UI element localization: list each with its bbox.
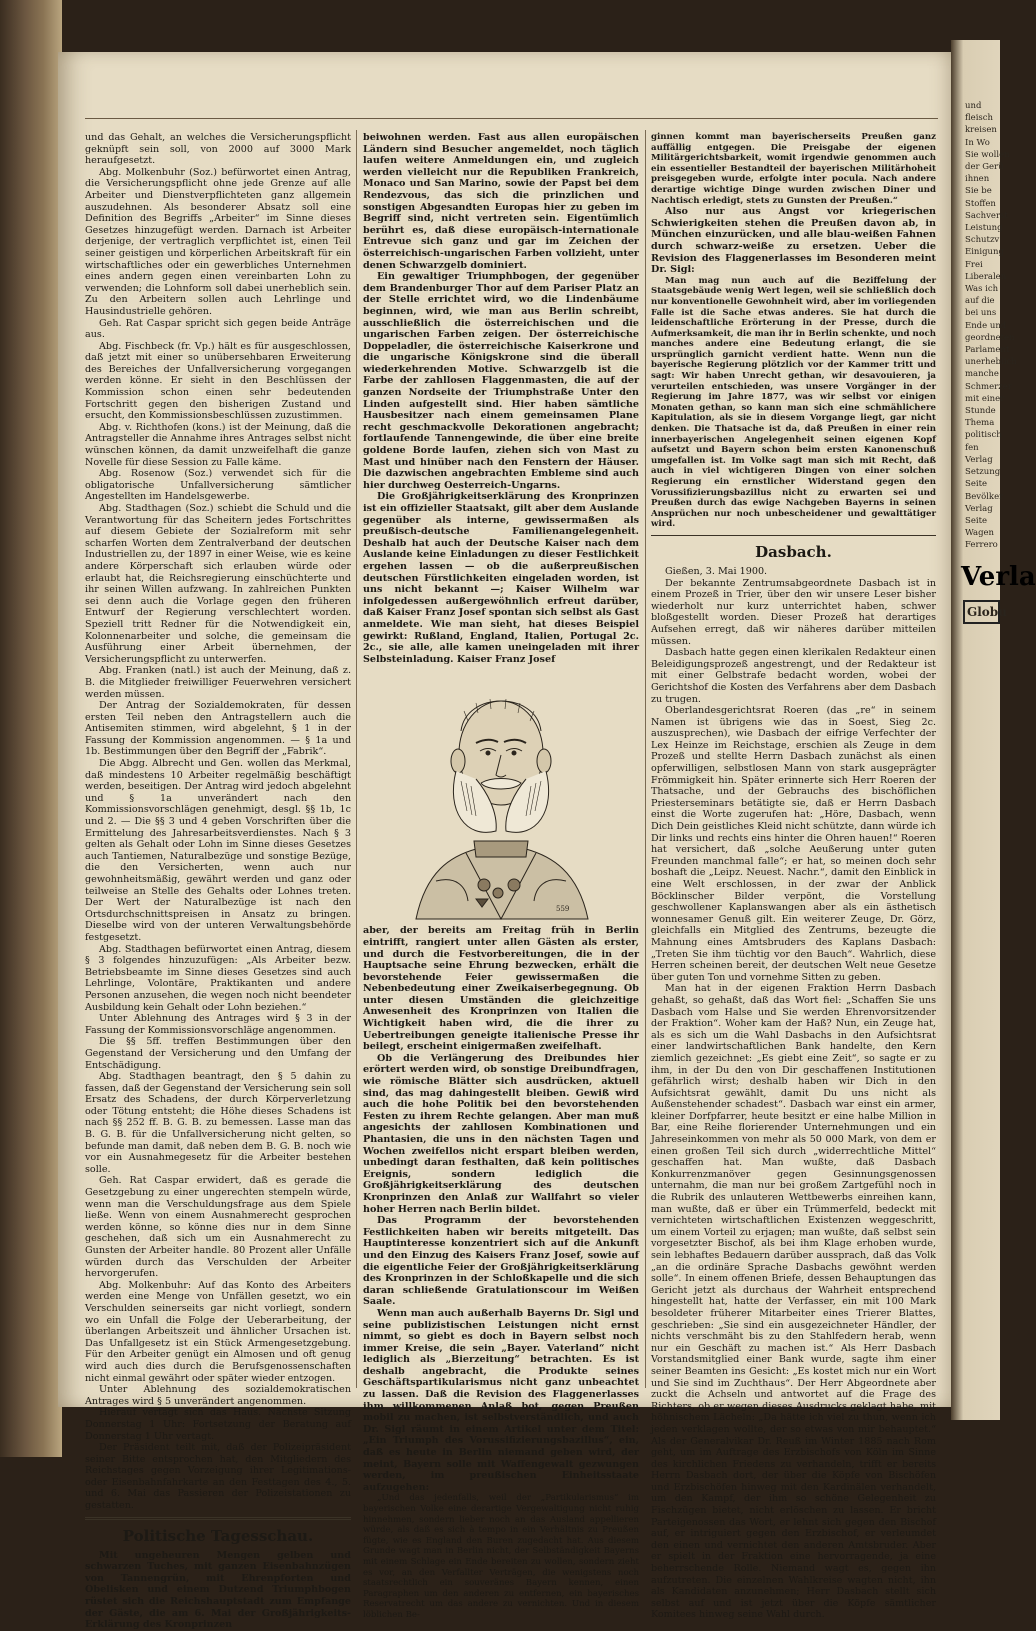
page-fragment: manche xyxy=(965,369,999,380)
article-paragraph: Die §§ 5ff. treffen Bestimmungen über den Gegenstand der Versicherung und den Umfang der Entschädigung. xyxy=(85,1036,351,1071)
page-fragment: Ferrero xyxy=(965,540,998,551)
page-fragment: Seite xyxy=(965,515,988,526)
article-paragraph: Abg. Rosenow (Soz.) verwendet sich für die obligatorische Unfallversicherung sämtlicher Angestellten im Handelsgewerbe. xyxy=(85,468,351,503)
page-fragment: Schmerzer xyxy=(965,381,1012,392)
section-rule xyxy=(85,1517,351,1520)
page-fragment: Sie be xyxy=(965,186,992,197)
article-paragraph: aber, der bereits am Freitag früh in Berlin eintrifft, rangiert unter allen Gästen als erster, und durch die Festvorbereitungen, die in der Hauptsache seine Ehrung bezwecken, erhält die bevorstehende Feier gewissermaßen die Nebenbedeutung einer Zweikaiserbegegnung. Ob unter diesen Umständen die gleichzeitige Anwesenheit des Kronprinzen von Italien die Wichtigkeit haben wird, die die ihrer zu Uebertreibungen geneigte italienische Presse ihr beilegt, erscheint einigermaßen zweifelhaft. xyxy=(363,925,639,1053)
page-fragment: Was ich xyxy=(965,284,999,295)
article-paragraph: Ein gewaltiger Triumphbogen, der gegenüber dem Brandenburger Thor auf dem Pariser Platz an der Stelle errichtet wird, wo die Lindenbäume beginnen, wird, wie man aus Berlin schreibt, ausschließlich die österreichischen und die ungarischen Farben zeigen. Der österreichische Doppeladler, die österreichische Kaiserkrone und die ungarische Königskrone sind die überall wiederkehrenden Motive. Schwarzgelb ist die Farbe der zahllosen Flaggenmasten, die auf der ganzen Nordseite der Triumphstraße Unter den Linden aufgestellt sind. Hier haben sämtliche Hausbesitzer nach einem gemeinsamen Plane recht geschmackvolle Dekorationen angebracht; fortlaufende Tannengewinde, die über eine breite goldene Borde laufen, ziehen sich von Mast zu Mast und hinüber nach den Fenstern der Häuser. Die dazwischen angebrachten Embleme sind auch hier durchweg Oesterreich-Ungarns. xyxy=(363,271,639,491)
article-paragraph: Also nur aus Angst vor kriegerischen Schwierigkeiten stehen die Preußen davon ab, in München einzurücken, und alle blau-weißen Fahnen durch schwarz-weiße zu ersetzen. Ueber die Revision des Flaggenerlasses im Besonderen meint Dr. Sigl: xyxy=(651,206,936,276)
article-paragraph: Abg. v. Richthofen (kons.) ist der Meinung, daß die Antragsteller die Annahme ihres Antrages selbst nicht wünschen können, da damit unzweifelhaft die ganze Novelle für diese Session zu Falle käme. xyxy=(85,421,351,468)
article-paragraph: Die Großjährigkeitserklärung des Kronprinzen ist ein offizieller Staatsakt, gilt aber dem Auslande gegenüber als interne, gewissermaßen als preußisch-deutsche Familienangelegenheit. Deshalb hat auch der Deutsche Kaiser nach dem Auslande keine Einladungen zu dieser Festlichkeit ergehen lassen — ob die außerpreußischen deutschen Fürstlichkeiten eingeladen worden, ist uns nicht bekannt —; Kaiser Wilhelm war infolgedessen außergewöhnlich erfreut darüber, daß Kaiser Franz Josef spontan sich selbst als Gast anmeldete. Wie man sieht, hat dieses Beispiel gewirkt: Rußland, England, Italien, Portugal 2c. 2c., sie alle, alle kamen uneingeladen mit ihrer Selbsteinladung. Kaiser Franz Josef xyxy=(363,491,639,665)
page-fragment: Setzung xyxy=(965,467,1001,478)
header-rule xyxy=(85,118,938,119)
article-paragraph: Mit ungeheuren Mengen gelben und schwarzen Tuches, mit ganzen Eisenbahnzügen von Tannengrün, mit Ehrenpforten und Obelisken und einem Dutzend Triumphbogen rüstet sich die Reichshauptstadt zum Empfange der Gäste, die am 6. Mai der Großjährigkeits-Erklärung des Kronprinzen xyxy=(85,1549,351,1631)
next-page-edge xyxy=(951,40,1036,1420)
page-fragment: fleisch xyxy=(965,113,994,124)
page-fragment: politisch xyxy=(965,430,1002,441)
page-fragment: auf die xyxy=(965,296,995,307)
article-paragraph: Ob die Verlängerung des Dreibundes hier erörtert werden wird, ob sonstige Dreibundfragen, wie römische Blätter sich ausdrücken, aktuell sind, das mag dahingestellt bleiben. Gewiß wird auch die hohe Politik bei den bevorstehenden Festen zu ihrem Rechte gelangen. Aber man muß angesichts der zahllosen Kombinationen und Phantasien, die uns in den nächsten Tagen und Wochen zweifellos nicht erspart bleiben werden, unbedingt daran festhalten, daß kein politisches Ereignis, sondern lediglich die Großjährigkeitserklärung des deutschen Kronprinzen den Anlaß zur Wallfahrt so vieler hoher Herren nach Berlin bildet. xyxy=(363,1052,639,1215)
article-paragraph: Abg. Molkenbuhr (Soz.) befürwortet einen Antrag, die Versicherungspflicht ohne jede Grenze auf alle Arbeiter und Dienstverpflichteten ganz allgemein auszudehnen. Als besonderer Absatz soll eine Definition des Begriffs „Arbeiter“ im Sinne dieses Gesetzes hinzugefügt werden. Darnach ist Arbeiter derjenige, der vertraglich verpflichtet ist, einen Teil seiner geistigen und körperlichen Arbeitskraft für ein wirtschaftliches oder ein gewerbliches Unternehmen eines andern gegen einen vereinbarten Lohn zu verwenden; die Lohnform soll dabei unerheblich sein. Zu den Arbeitern sollen auch Lehrlinge und Hausindustrielle gehören. xyxy=(85,166,351,317)
page-fragment: Ende und xyxy=(965,320,1007,331)
quoted-passage: „Und das jedenfalls, weil der „Partikularismus“ im bayerischen Volke eine derartige Vergewaltigung nicht ruhig hinnehmen, sondern lieber noch an das Ausland appellieren würde, als daß es sich à tempo in ein Verhältnis zu Preußen fügte, wie es England den Buren zugedacht hat. Aus diesem Grunde wagt man in Berlin nicht, der Selbständigkeit Bayerns mit einem Schlage ein Ende bereiten zu wollen, sondern zieht es vor, an den Verfallter Verträgen, die wenigstens noch staatsrechtlich ein souveränes Bayern kennen, einen Paragraphen um den anderen zu entfernen, ein bayerisches Reservatrecht um das andere zu vernichten. Und in diesem löblichen Be- xyxy=(363,1493,639,1620)
article-paragraph: Oberlandesgerichtsrat Roeren (das „re“ in seinem Namen ist übrigens wie das in Soest, Sieg 2c. auszusprechen), wie Dasbach der eifrige Verfechter der Lex Heinze im Reichstage, erschien als Zeuge in dem Prozeß und stellte Herrn Dasbach zunächst als einen opferwilligen, selbstlosen Mann von stark ausgeprägter Frömmigkeit hin. Später erinnerte sich Herr Roeren der Thatsache, und der Gebrauchs des bischöflichen Priesterseminars betätigte sie, daß er Herrn Dasbach einst die Worte zugerufen hat: „Höre, Dasbach, wenn Dich Dein geistliches Kleid nicht schützte, dann würde ich Dir links und rechts eins hinter die Ohren hauen!“ Roeren hat versichert, daß „solche Aeußerung unter guten Freunden manchmal falle“; er hat, so meinen doch sehr boshaft die „Leipz. Neuest. Nachr.“, damit den Einblick in eine Welt erschlossen, in der zwar der Anblick Böcklinscher Bilder verpönt, die Vorstellung geschwollener Kaplanswangen aber als ein ästhetisch wonnesamer Genuß gilt. Ein weiterer Zeuge, Dr. Görz, gleichfalls ein Mitglied des Zentrums, bezeugte die Mahnung eines Amtsbruders des Kaplans Dasbach: „Treten Sie ihm tüchtig vor den Bauch“. Wahrlich, diese Herren scheinen bereit, der deutschen Welt neue Gesetze über guten Ton und vornehme Sitten zu geben. xyxy=(651,705,936,983)
emperor-portrait-image xyxy=(406,671,596,919)
page-fragment: Stoffen xyxy=(965,198,996,209)
column-3 xyxy=(651,132,936,1621)
page-fragment: Einigung xyxy=(965,247,1004,258)
page-fragment: bei uns xyxy=(965,308,997,319)
column-1 xyxy=(85,132,351,1631)
section-title-dasbach: Dasbach. xyxy=(755,542,832,561)
article-paragraph: Abg. Molkenbuhr: Auf das Konto des Arbeiters werden eine Menge von Unfällen gesetzt, wo ein Verschulden seinerseits gar nicht vorliegt, sondern wo ein Unfall die Folge der Ueberarbeitung, der überlangen Arbeitszeit und ähnlicher Ursachen ist. Das Unfallgesetz ist ein Stück Armengesetzgebung. Für den Arbeiter genügt ein Almosen und oft genug wird auch dies durch die Berufsgenossenschaften nicht einmal gewährt oder später wieder entzogen. xyxy=(85,1279,351,1384)
svg-text:559: 559 xyxy=(556,905,570,914)
article-paragraph: Abg. Stadthagen beantragt, den § 5 dahin zu fassen, daß der Gegenstand der Versicherung sein soll Ersatz des Schadens, der durch Körperverletzung oder Tötung entsteht; die Höhe dieses Schadens ist nach §§ 252 ff. B. G. B. zu bemessen. Lasse man das B. G. B. für die Unfallversicherung nicht gelten, so befunde man damit, daß neben dem B. G. B. noch wie vor ein Ausnahmegesetz für die Arbeiter bestehen solle. xyxy=(85,1071,351,1175)
article-paragraph: Die Abgg. Albrecht und Gen. wollen das Merkmal, daß mindestens 10 Arbeiter regelmäßig beschäftigt werden, beseitigen. Der Antrag wird jedoch abgelehnt und § 1a unverändert nach den Kommissionsvorschlägen genehmigt, desgl. §§ 1b, 1c und 2. — Die §§ 3 und 4 geben Vorschriften über die Ermittelung des Jahresarbeitsverdienstes. Nach § 3 gelten als Gehalt oder Lohn im Sinne dieses Gesetzes auch Tantiemen, Naturalbezüge und sonstige Bezüge, die den Versicherten, wenn auch nur gewohnheitsmäßig, gewährt werden und ganz oder teilweise an Stelle des Gehalts oder Lohnes treten. Der Wert der Naturalbezüge ist nach den Ortsdurchschnittspreisen in Ansatz zu bringen. Dieselbe wird von der unteren Verwaltungsbehörde festgesetzt. xyxy=(85,758,351,943)
column-divider xyxy=(645,130,646,1388)
article-paragraph: und das Gehalt, an welches die Versicherungspflicht geknüpft sein soll, von 2000 auf 3000 Mark heraufgesetzt. xyxy=(85,132,351,167)
article-paragraph: Abg. Fischbeck (fr. Vp.) hält es für ausgeschlossen, daß jetzt mit einer so unübersehbaren Erweiterung des Bereiches der Unfallversicherung vorgegangen werden könne. Er sieht in den Beschlüssen der Kommission schon einen sehr bedeutenden Fortschritt gegen den bisherigen Zustand und ersucht, den Kommissionsbeschlüssen zuzustimmen. xyxy=(85,340,351,422)
page-fragment: fen xyxy=(965,442,979,453)
section-rule xyxy=(651,535,936,536)
page-fragment: geordneten xyxy=(965,332,1015,343)
advertisement-box: Globu xyxy=(963,600,1000,624)
page-fragment: mit einer xyxy=(965,393,1005,404)
page-fragment: Stunde xyxy=(965,406,996,417)
page-fragment: kreisen xyxy=(965,125,997,136)
portrait-illustration xyxy=(406,671,596,919)
page-fragment: Verlag xyxy=(965,454,993,465)
column-2 xyxy=(363,132,639,1620)
page-fragment: Sie wollen xyxy=(965,149,1010,160)
page-fragment: Bevölker xyxy=(965,491,1004,502)
advertisement-heading: Verla xyxy=(961,561,1036,592)
page-fragment: Sachverst xyxy=(965,210,1008,221)
dateline: Gießen, 3. Mai 1900. xyxy=(665,565,768,577)
article-paragraph: Der Antrag der Sozialdemokraten, für dessen ersten Teil neben den Antragstellern auch die Antisemiten stimmen, wird abgelehnt, § 1 in der Fassung der Kommission angenommen. — § 1a und 1b. Bestimmungen über den Begriff der „Fabrik“. xyxy=(85,700,351,758)
article-paragraph: Unter Ablehnung des Antrages wird § 3 in der Fassung der Kommissionsvorschläge angenommen. xyxy=(85,1013,351,1036)
article-paragraph: Dasbach hatte gegen einen klerikalen Redakteur einen Beleidigungsprozeß angestrengt, und der Redakteur ist mit einer Gelbstrafe bedacht worden, wobei der Gerichtshof die Kosten des Verfahrens aber dem Dasbach zu trugen. xyxy=(651,647,936,705)
article-paragraph: Unter Ablehnung des sozialdemokratischen Antrages wird § 5 unverändert angenommen. xyxy=(85,1384,351,1407)
article-paragraph: Abg. Stadthagen befürwortet einen Antrag, diesem § 3 folgendes hinzuzufügen: „Als Arbeiter bezw. Betriebsbeamte im Sinne dieses Gesetzes sind auch Lehrlinge, Volontäre, Praktikanten und andere Personen anzusehen, die wegen noch nicht beendeter Ausbildung kein Gehalt oder Lohn beziehen.“ xyxy=(85,943,351,1013)
article-paragraph: Wenn man auch außerhalb Bayerns Dr. Sigl und seine publizistischen Leistungen nicht ernst nimmt, so giebt es doch in Bayern selbst noch immer Kreise, die sein „Bayer. Vaterland“ nicht lediglich als „Bierzeitung“ betrachten. Es ist deshalb angebracht, die Produkte seines Geschäftspartikularismus nicht ganz unbeachtet zu lassen. Daß die Revision des Flaggenerlasses ihm willkommenen Anlaß bot, gegen Preußen mobil zu machen, ist selbstverständlich, und auch Dr. Sigl räumt in einem Artikel unter dem Titel: „Ein Triumph des Vorussifizierungsbazillus“, ein, daß es heute in Berlin niemand geben wird, der meint, Bayern solle mit Waffengewalt gezwungen werden, im preußischen Einheitsstaate aufzugehen: xyxy=(363,1307,639,1493)
page-fragment: unerheblich xyxy=(965,357,1017,368)
page-fragment: und xyxy=(965,101,982,111)
page-fragment: Frei xyxy=(965,259,983,270)
page-fragment: In Wo xyxy=(965,137,990,148)
page-fragment: Schutzv xyxy=(965,235,1000,246)
section-title-politische-tagesschau: Politische Tagesschau. xyxy=(122,1526,314,1545)
page-fragment: Thema xyxy=(965,418,995,429)
page-fragment: Wagen xyxy=(965,528,995,539)
article-paragraph: Man hat in der eigenen Fraktion Herrn Dasbach gehaßt, so gehaßt, daß das Wort fiel: „Schaffen Sie uns Dasbach vom Halse und Sie werden Ehrenvorsitzender der Fraktion“. Woher kam der Haß? Nun, ein Zeuge hat, als es sich um die Wahl Dasbachs in den Aufsichtsrat einer landwirtschaftlichen Bank handelte, den Kern ziemlich gezeichnet: „Es giebt eine Zeit“, so sagte er zu ihm, in der Du den von Dir geschaffenen Institutionen gefährlich wirst; deshalb haben wir Dich in den Aufsichtsrat gewählt, damit Du uns nicht als Außenstehender schadest“. Dasbach war einst ein armer, kleiner Dorfpfarrer, heute besitzt er eine halbe Million in Bar, eine Reihe florierender Unternehmungen und ein Jahreseinkommen von mehr als 50 000 Mark, von dem er einen großen Teil sich durch „widerrechtliche Mittel“ geschaffen hat. Man wußte, daß Dasbach Konkurrenzmanöver gegen Gesinnungsgenossen unternahm, die man nur bei großem Zartgefühl noch in die Rubrik des unlauteren Wettbewerbs einreihen kann, man wußte, daß er über ein Trümmerfeld, bedeckt mit vernichteten wirtschaftlichen Existenzen weggeschritt, um einem Vorteil zu erjagen; man wußte, daß selbst sein vorgesetzter Bischof, als bei ihm Klage erhoben wurde, sein lebhaftes Bedauern darüber aussprach, daß das Volk „an die ordinäre Sprache Dasbachs gewöhnt werden solle“. In einem offenen Briefe, dessen Behauptungen das Gericht jetzt als durchaus der Wahrheit entsprechend hingestellt hat, hatte der Verfasser, ein mit 100 Mark besoldeter früherer Mitarbeiter eines Trierer Blattes, geschrieben: „Sie sind ein ausgezeichneter Händler, der nichts verschmäht bis zu den Stahlfedern herab, wenn nur ein Geschäft zu machen ist.“ Als Herr Dasbach Vorstandsmitglied einer Bank wurde, sagte ihm einer seiner Beamten ins Gesicht: „Es kostet mich nur ein Wort und Sie sind im Zuchthaus“. Der Herr Abgeordnete aber zuckt die Achseln und antwortet auf die Frage des Richters, ob er wegen dieses Ausdrucks geklagt habe, mit höhnischem Lächeln: „Da hätte ich viel zu thun, wenn ich jeden verklagen wollte, der so etwas von mir behauptet.“ Als der Generalvikar Dr. Reuß im Winter 1885 nach Rom geht, um im Auftrage des Erzbischofs von Köln im Sinne des kirchlichen Friedens zu verhandeln, trifft er bereits Herrn Dasbach dort, der über die Köpfe von Bischöfen und Erzbischöfen hinweg mit den Kardinälen verhandelt, um den Kampf, der ihm so schöne Gelegenheit zu Fischzügen bietet, nicht erlöschen zu lassen. Er bricht Parteigenossen das Wort, er lehnt sich gegen den Bischof auf, er intriguiert gegen den Erzbischof, er verleumdet den einen und vernichtet den anderen Amtsbruder. Aber er spielt in der Fraktion eine hervorragende, ja eine beherrschende Rolle. Niemand wagt es, gegen ihn aufzutreten. Die einzelnen Wahlkreise wagten nicht, ihn als Kandidaten anzunehmen; Herr Dasbach stellt sich selbst auf und ist jetzt über die Köpfe sämtlicher Komitees hinweg seine Wahl durch. xyxy=(651,983,936,1621)
article-paragraph: Der Präsident teilt mit, daß der Polizeipräsident seiner Bitte entsprochen hat, den Mitgliedern des Reichstages gegen Vorzeigung ihrer Legitimations- oder Eisenbahnfahrkarte an den Festtagen des 4., 5. und 6. Mai das Passieren der Polizeistationen zu gestatten. xyxy=(85,1442,351,1512)
page-fragment: ihnen xyxy=(965,174,990,185)
page-fragment: Verlag xyxy=(965,503,993,514)
column-divider xyxy=(356,130,357,1388)
page-fragment: der Gerü xyxy=(965,162,1004,173)
article-paragraph: Geh. Rat Caspar erwidert, daß es gerade die Gesetzgebung zu einer ungerechten stempeln würde, wenn man die Verschuldungsfrage aus dem Spiele ließe. Wenn von einem Ausnahmerecht gesprochen werden könne, so könne dies nur in dem Sinne geschehen, daß sich um ein Ausnahmerecht zu Gunsten der Arbeiter handle. 80 Prozent aller Unfälle würden durch das Verschulden der Arbeiter hervorgerufen. xyxy=(85,1175,351,1280)
article-paragraph: Hierauf vertagt sich das Haus. Nächste Sitzung Donnerstag 1 Uhr: Fortsetzung der Beratung auf Donnerstag 1 Uhr vertagt. xyxy=(85,1407,351,1442)
article-paragraph: beiwohnen werden. Fast aus allen europäischen Ländern sind Besucher angemeldet, noch täglich laufen weitere Anmeldungen ein, und zugleich werden vielleicht nur die Republiken Frankreich, Monaco und San Marino, sowie der Papst bei dem Rendezvous, das sich die prinzlichen und sonstigen Abgesandten Europas hier zu geben im Begriff sind, nicht vertreten sein. Eigentümlich berührt es, daß diese europäisch-internationale Entrevue sich ganz und gar im Zeichen der österreichisch-ungarischen Farben vollzieht, unter denen Schwarzgelb dominiert. xyxy=(363,132,639,271)
page-fragment: Liberalen xyxy=(965,271,1007,282)
quoted-passage: Man mag nun auch auf die Beziffelung der Staatsgebäude wenig Wert legen, weil sie schließlich doch nur konventionelle Gewohnheit wird, aber im vorliegenden Falle ist die Sache etwas anderes. Sie hat durch die leidenschaftliche Erörterung in der Presse, durch die Aufmerksamkeit, die man ihr in Berlin schenkte, und noch manches andere eine Bedeutung erlangt, die sie ursprünglich garnicht verdient hatte. Wenn nun die bayerische Regierung plötzlich vor der Kammer tritt und sagt: Wir haben Unrecht gethan, wir desavouieren, ja verurteilen entschieden, was unsere Vorgänger in der Regierung im Jahre 1877, was wir selbst vor einigen Monaten gethan, so kann man sich eine schmählichere Kapitulation, als sie in diesem Vorgange liegt, gar nicht denken. Die Thatsache ist da, daß Preußen in einer rein innerbayerischen Angelegenheit seinen eigenen Kopf aufsetzt und Bayern schon beim ersten Kanonenschuß umgefallen ist. Im Volke sagt man sich mit Recht, daß auch in viel wichtigeren Dingen von einer solchen Regierung ein ernstlicher Widerstand gegen den Vorussifizierungsbazillus nicht zu erwarten sei und Preußen durch das ewige Nachgeben Bayerns in seinen Ansprüchen nur noch unbescheidener und gewalttätiger wird. xyxy=(651,275,936,530)
page-fragment: Leistung xyxy=(965,223,1003,234)
article-paragraph: Der bekannte Zentrumsabgeordnete Dasbach ist in einem Prozeß in Trier, über den wir unsere Leser bisher wiederholt nur kurz unterrichtet haben, schwer bloßgestellt worden. Dieser Prozeß hat derartiges Aufsehen erregt, daß wir näheres darüber mitteilen müssen. xyxy=(651,577,936,647)
article-paragraph: Abg. Franken (natl.) ist auch der Meinung, daß z. B. die Mitglieder freiwilliger Feuerwehren versichert werden müssen. xyxy=(85,665,351,700)
article-paragraph: Geh. Rat Caspar spricht sich gegen beide Anträge aus. xyxy=(85,317,351,341)
book-spine-left xyxy=(0,0,62,1457)
page-fragment: Parlament xyxy=(965,345,1010,356)
page-fragment: Seite xyxy=(965,479,988,490)
article-paragraph: Abg. Stadthagen (Soz.) schiebt die Schuld und die Verantwortung für das Scheitern jedes Fortschrittes auf diesem Gebiete der Sozialreform mit sehr scharfen Worten dem Zentralverband der deutschen Industriellen zu, der 1897 in einer Weise, wie es keine andere Körperschaft sich erlauben würde oder erlaubt hat, die Reichsregierung einschüchterte und ihr seinen Willen aufzwang. In zahlreichen Punkten sei denn auch die Vorlage gegen den früheren Entwurf der Regierung verschlechtert worden. Speziell tritt Redner für die Notwendigkeit ein, Kolonnenarbeiter und solche, die gemeinsam die Ausführung einer Arbeit übernehmen, der Versicherungspflicht zu unterwerfen. xyxy=(85,503,351,665)
quoted-passage: ginnen kommt man bayerischerseits Preußen ganz auffällig entgegen. Die Preisgabe der eigenen Militärgerichtsbarkeit, womit irgendwie genommen auch ein essentieller Bestandteil der bayerischen Militärhoheit preisgegeben wurde, erfolgte inter pocula. Nach andere derartige wichtige Dinge wurden zwischen Diner und Nachtisch erledigt, stets zu Gunsten der Preußen.“ xyxy=(651,132,936,206)
article-paragraph: Das Programm der bevorstehenden Festlichkeiten haben wir bereits mitgeteilt. Das Hauptinteresse konzentriert sich auf die Ankunft und den Einzug des Kaisers Franz Josef, sowie auf die eigentliche Feier der Großjährigkeitserklärung des Kronprinzen in der Schloßkapelle und die sich daran schließende Gratulationscour im Weißen Saale. xyxy=(363,1215,639,1308)
